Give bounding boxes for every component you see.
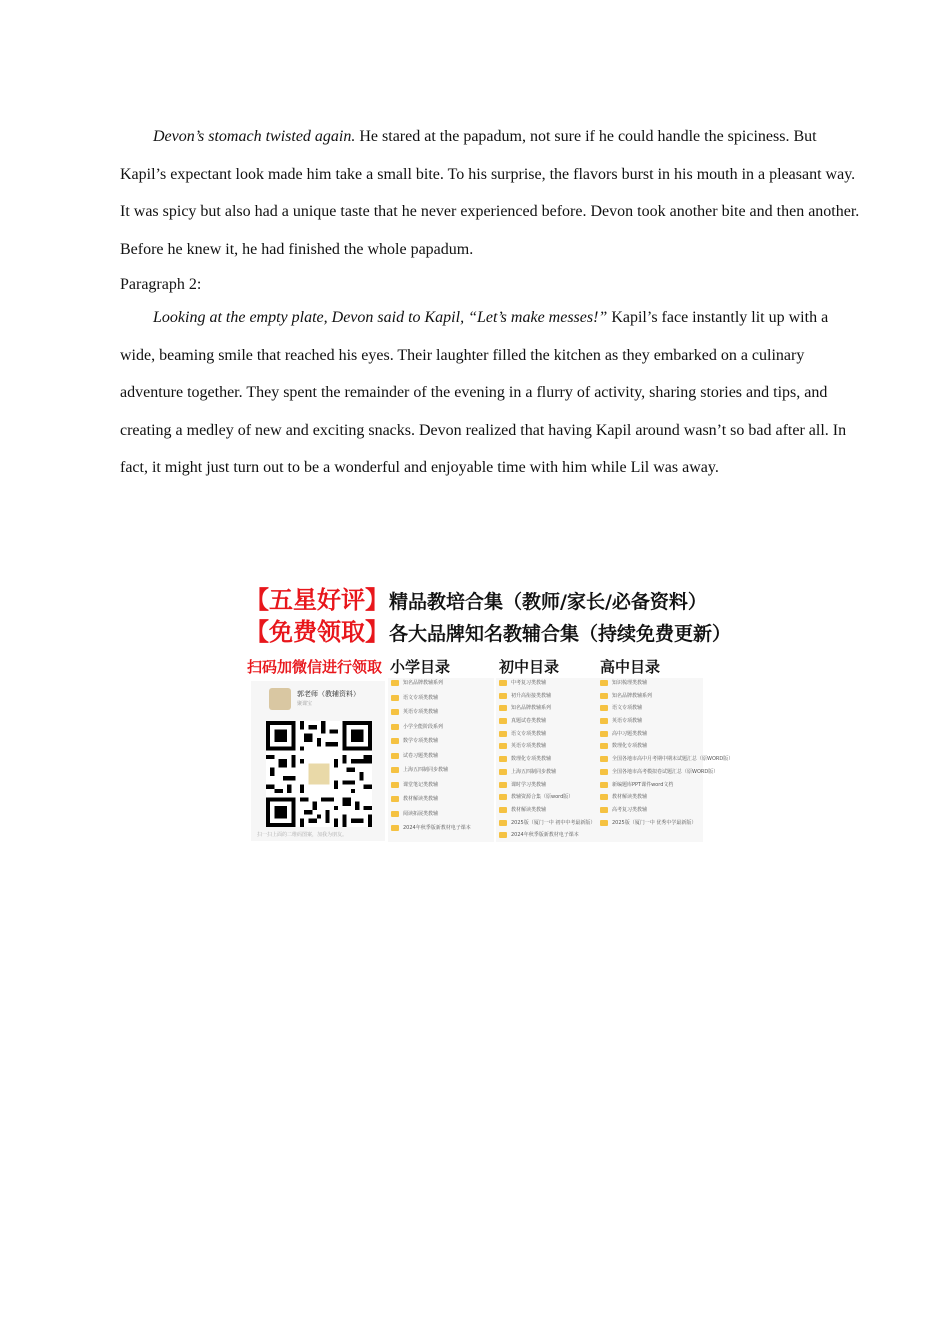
paragraph-2-text: Kapil’s face instantly lit up with a wide, beaming smile that reached his eyes. Their laughter filled the kitchen as they embarked on a culinary adventure together. They spent the remainder of the evening in a flurry of activity, sharing stories and tips, and creating a medley of new and exciting snacks. Devon realized that having Kapil around wasn’t so bad after all. In fact, it might just turn out to be a wonderful and enjoyable time with him while Lil was away. [120,309,847,476]
list-item: 数学专项类教辅 [388,736,494,751]
banner-line-1 [245,580,707,615]
qr-code-icon [266,721,372,827]
list-item: 知名品牌教辅系列 [597,691,703,704]
list-item: 教辅资源合集（原word版） [496,792,602,805]
teacher-name: 郭老师（教辅资料） [297,690,360,698]
folder-icon [600,769,608,775]
folder-icon [600,782,608,788]
primary-catalog-list [388,678,494,842]
folder-icon [391,724,399,730]
folder-icon [391,709,399,715]
paragraph-2-italic-lead: Looking at the empty plate, Devon said to Kapil, “Let’s make messes!” [153,309,608,326]
list-item: 2024年秋季版新教材电子课本 [496,830,602,843]
qr-footer-text: 扫一扫上面的二维码图案，加我为朋友。 [257,832,348,838]
folder-icon [499,820,507,826]
folder-icon [391,695,399,701]
folder-icon [600,743,608,749]
list-item: 英语专项教辅 [597,716,703,729]
folder-icon [391,753,399,759]
list-item: 课堂笔记类教辅 [388,780,494,795]
list-item: 教材解读类教辅 [496,805,602,818]
folder-icon [391,738,399,744]
folder-icon [499,718,507,724]
list-item: 语文专项类教辅 [496,729,602,742]
folder-icon [600,718,608,724]
wechat-card [251,681,385,841]
list-item: 英语专项类教辅 [388,707,494,722]
list-item: 新编题库PPT课件word文档 [597,780,703,793]
list-item: 知名品牌教辅系列 [496,703,602,716]
list-item: 初升高衔接类教辅 [496,691,602,704]
list-item: 小学全能阶段系列 [388,722,494,737]
folder-icon [391,796,399,802]
folder-icon [499,680,507,686]
paragraph-1 [120,118,862,268]
folder-icon [499,807,507,813]
avatar [269,688,291,710]
list-item: 全国各地市高中月考期中期末试题汇总（原WORD版） [597,754,703,767]
list-item: 2024年秋季版新教材电子课本 [388,823,494,838]
promo-banner [245,578,734,846]
list-item: 上海五四制同步教辅 [388,765,494,780]
paragraph-2-label: Paragraph 2: [120,276,202,293]
list-item: 语文专项类教辅 [388,693,494,708]
primary-catalog-title: 小学目录 [390,658,451,676]
folder-icon [391,811,399,817]
banner-line-2 [245,612,731,647]
list-item: 高中习题类教辅 [597,729,703,742]
folder-icon [499,705,507,711]
paragraph-1-italic-lead: Devon’s stomach twisted again. [153,128,356,145]
folder-icon [600,680,608,686]
list-item: 数理化专项类教辅 [496,754,602,767]
high-catalog-list [597,678,734,842]
scan-instruction: 扫码加微信进行领取 [247,658,383,676]
folder-icon [600,820,608,826]
list-item: 阅读拓展类教辅 [388,809,494,824]
paragraph-1-text: He stared at the papadum, not sure if he could handle the spiciness. But Kapil’s expectant look made him take a small bite. To his surprise, the flavors burst in his mouth in a pleasant way. It was spicy but also had a unique taste that he never experienced before. Devon took another bite and then another. Before he knew it, he had finished the whole papadum. [120,128,860,258]
folder-icon [499,756,507,762]
folder-icon [600,705,608,711]
high-catalog-title: 高中目录 [600,658,661,676]
folder-icon [600,731,608,737]
list-item: 数理化专项教辅 [597,741,703,754]
list-item: 全国各地市高考模拟卷试题汇总（原WORD版） [597,767,703,780]
banner-line-2-black: 各大品牌知名教辅合集（持续免费更新） [389,623,732,645]
list-item: 英语专项类教辅 [496,741,602,754]
folder-icon [391,767,399,773]
list-item: 知识梳理类教辅 [597,678,703,691]
list-item: 高考复习类教辅 [597,805,703,818]
middle-catalog-list [496,678,602,842]
folder-icon [391,680,399,686]
list-item: 试卷习题类教辅 [388,751,494,766]
banner-line-1-red: 【五星好评】 [245,586,389,614]
banner-line-2-red: 【免费领取】 [245,618,389,646]
list-item: 教材解读类教辅 [388,794,494,809]
folder-icon [499,731,507,737]
list-item: 真题试卷类教辅 [496,716,602,729]
list-item: 2025版（厦门一中 初中中考最新版） [496,818,602,831]
list-item: 知名品牌教辅系列 [388,678,494,693]
folder-icon [499,782,507,788]
folder-icon [499,743,507,749]
folder-icon [391,782,399,788]
folder-icon [600,693,608,699]
list-item: 上海五四制同步教辅 [496,767,602,780]
list-item: 2025版（厦门一中 优秀中学最新版） [597,818,703,831]
folder-icon [600,756,608,762]
list-item: 中考复习类教辅 [496,678,602,691]
teacher-subtitle: 聚课宝 [297,701,313,707]
folder-icon [499,794,507,800]
folder-icon [499,832,507,838]
folder-icon [499,769,507,775]
folder-icon [391,825,399,831]
paragraph-2 [120,299,862,487]
list-item: 教材解读类教辅 [597,792,703,805]
list-item: 课时学习类教辅 [496,780,602,793]
list-item: 语文专项教辅 [597,703,703,716]
banner-line-1-black: 精品教培合集（教师/家长/必备资料） [389,591,707,613]
folder-icon [600,807,608,813]
folder-icon [600,794,608,800]
middle-catalog-title: 初中目录 [499,658,560,676]
folder-icon [499,693,507,699]
